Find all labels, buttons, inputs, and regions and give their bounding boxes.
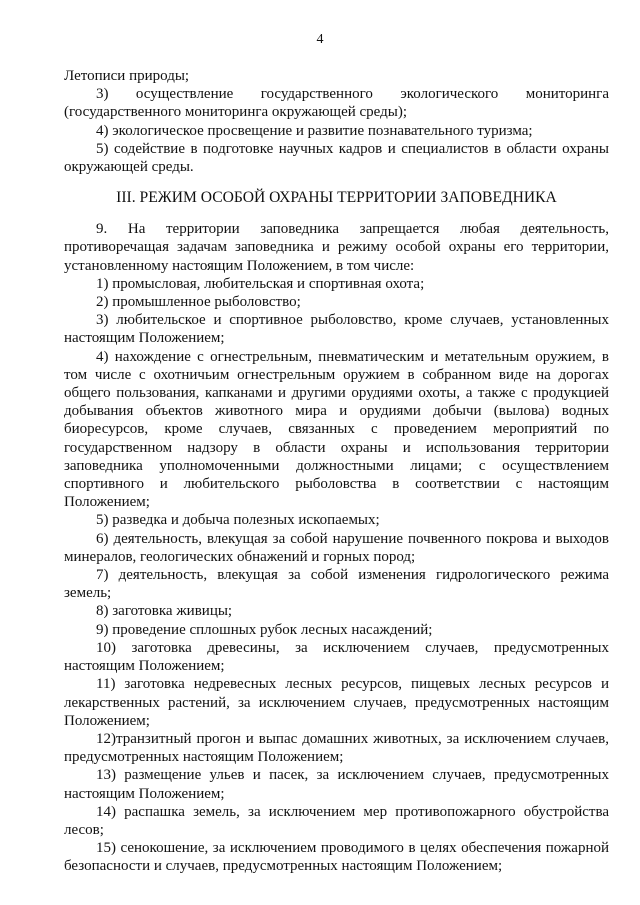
list-item: 2) промышленное рыболовство; <box>96 294 301 311</box>
document-body <box>64 67 609 876</box>
list-item: 11) заготовка недревесных лесных ресурсов, пищевых лесных ресурсов и лекарственных растений, за исключением случаев, предусмотренных настоящим Положением; <box>64 676 609 729</box>
list-item: 4) нахождение с огнестрельным, пневматическим и метательным оружием, в том числе с охотничьим огнестрельным оружием в собранном виде на дорогах общего пользования, капканами и другими орудиями охоты, а также с продукцией добывания объектов животного мира и орудиями добычи (вылова) водных биоресурсов, кроме случаев, связанных с проведением мероприятий по государственном надзору в области охраны и использования территории заповедника уполномоченными должностными лицами; с осуществлением спортивного и любительского рыболовства в соответствии с настоящим Положением; <box>64 348 609 511</box>
paragraph: 4) экологическое просвещение и развитие познавательного туризма; <box>96 122 533 139</box>
list-item: 12)транзитный прогон и выпас домашних животных, за исключением случаев, предусмотренных настоящим Положением; <box>64 730 609 766</box>
list-item: 10) заготовка древесины, за исключением случаев, предусмотренных настоящим Положением; <box>64 639 609 675</box>
paragraph: Летописи природы; <box>64 68 190 84</box>
list-item: 7) деятельность, влекущая за собой изменения гидрологического режима земель; <box>64 567 609 602</box>
list-item: 6) деятельность, влекущая за собой нарушение почвенного покрова и выходов минералов, геологических обнажений и горных пород; <box>64 530 609 565</box>
list-item: 14) распашка земель, за исключением мер противопожарного обустройства лесов; <box>64 803 609 838</box>
list-item: 15) сенокошение, за исключением проводимого в целях обеспечения пожарной безопасности и случаев, предусмотренных настоящим Положением; <box>64 840 609 875</box>
page-number: 4 <box>316 32 324 47</box>
list-item: 8) заготовка живицы; <box>96 603 233 620</box>
paragraph: 9. На территории заповедника запрещается любая деятельность, противоречащая задачам заповедника и режиму особой охраны его территории, установленному настоящим Положением, в том числе: <box>64 221 609 274</box>
list-item: 1) промысловая, любительская и спортивная охота; <box>96 275 425 292</box>
paragraph: 3) осуществление государственного экологического мониторинга (государственного мониторинга окружающей среды); <box>64 86 609 121</box>
list-item: 13) размещение ульев и пасек, за исключением случаев, предусмотренных настоящим Положением; <box>64 767 609 802</box>
paragraph: 5) содействие в подготовке научных кадров и специалистов в области охраны окружающей среды. <box>64 140 609 176</box>
list-item: 3) любительское и спортивное рыболовство, кроме случаев, установленных настоящим Положением; <box>64 312 609 347</box>
list-item: 5) разведка и добыча полезных ископаемых; <box>96 512 380 529</box>
list-item: 9) проведение сплошных рубок лесных насаждений; <box>96 621 433 638</box>
section-heading: III. РЕЖИМ ОСОБОЙ ОХРАНЫ ТЕРРИТОРИИ ЗАПОВЕДНИКА <box>116 189 557 207</box>
